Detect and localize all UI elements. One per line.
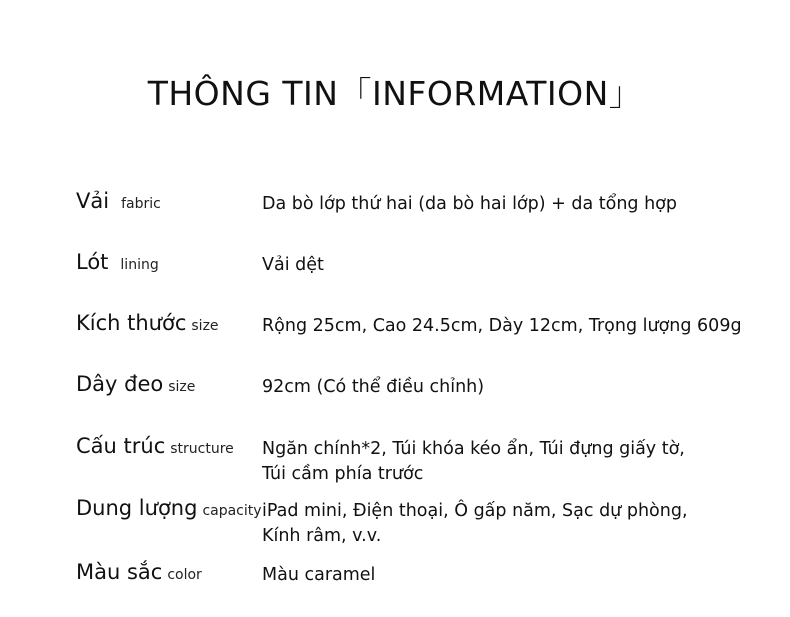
row-label: [76, 496, 262, 520]
label-vietnamese: Vải: [76, 189, 110, 213]
page-title: THÔNG TIN「INFORMATION」: [147, 74, 643, 113]
value-line: Kính râm, v.v.: [262, 526, 382, 546]
row-value: [262, 437, 685, 487]
value-line: Vải dệt: [262, 255, 324, 275]
value-line: Màu caramel: [262, 565, 376, 585]
label-vietnamese: Lót: [76, 250, 109, 274]
row-value: [262, 253, 324, 278]
value-line: 92cm (Có thể điều chỉnh): [262, 377, 485, 397]
label-english: capacity: [202, 503, 262, 519]
label-vietnamese: Màu sắc: [76, 560, 163, 584]
row-label: [76, 434, 234, 458]
label-vietnamese: Dung lượng: [76, 496, 198, 520]
label-vietnamese: Kích thước: [76, 311, 187, 335]
label-english: size: [168, 379, 196, 395]
label-english: color: [167, 567, 202, 583]
label-english: size: [191, 318, 219, 334]
label-english: fabric: [121, 196, 161, 212]
value-line: Túi cầm phía trước: [262, 464, 424, 484]
label-vietnamese: Dây đeo: [76, 372, 164, 396]
row-label: [76, 372, 195, 396]
row-value: [262, 499, 688, 549]
row-label: [76, 560, 202, 584]
row-value: [262, 375, 484, 400]
value-line: Rộng 25cm, Cao 24.5cm, Dày 12cm, Trọng lượng 609g: [262, 316, 742, 336]
label-english: structure: [170, 441, 234, 457]
value-line: iPad mini, Điện thoại, Ô gấp năm, Sạc dự phòng,: [262, 501, 688, 521]
value-line: Da bò lớp thứ hai (da bò hai lớp) + da tổng hợp: [262, 194, 677, 214]
row-label: [76, 250, 159, 274]
label-english: lining: [120, 257, 159, 273]
label-vietnamese: Cấu trúc: [76, 434, 166, 458]
row-value: [262, 314, 742, 339]
row-value: [262, 563, 375, 588]
row-value: [262, 192, 677, 217]
value-line: Ngăn chính*2, Túi khóa kéo ẩn, Túi đựng giấy tờ,: [262, 439, 685, 459]
row-label: [76, 311, 219, 335]
row-label: [76, 189, 161, 213]
